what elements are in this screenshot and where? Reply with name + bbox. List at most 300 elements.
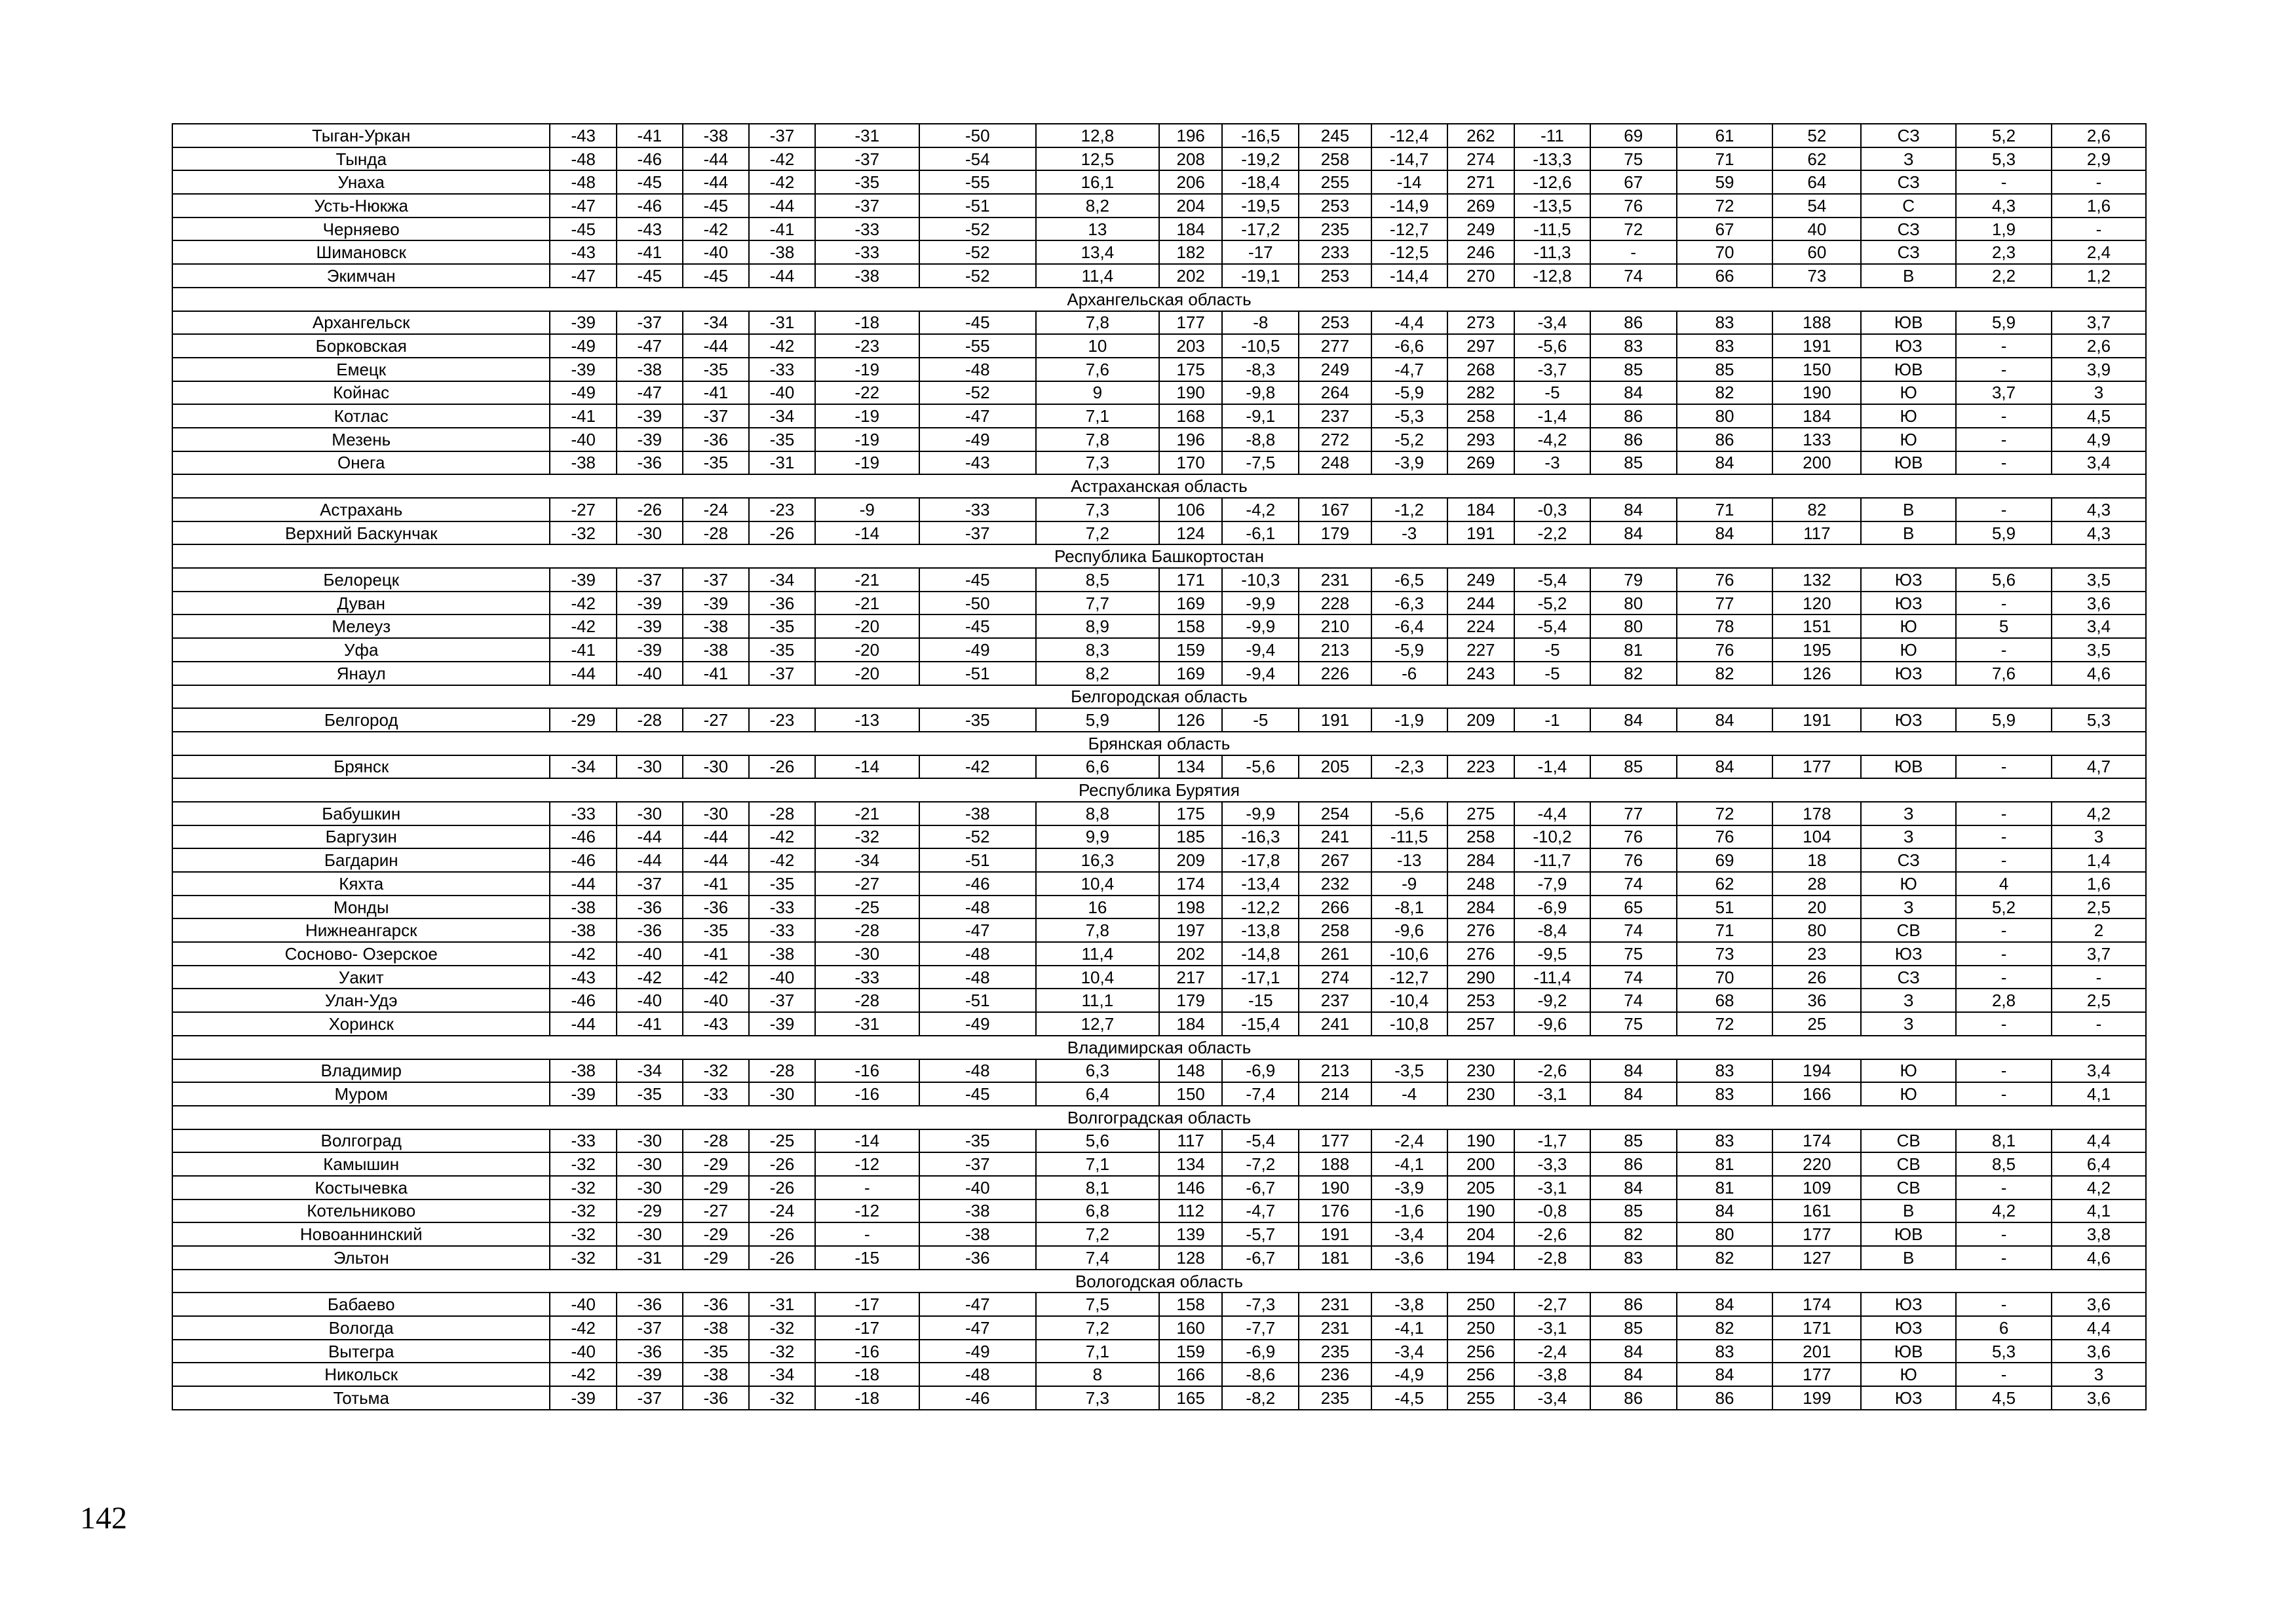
- table-cell: Ю: [1861, 1082, 1956, 1106]
- table-cell: 3,5: [2052, 638, 2146, 662]
- table-cell: 71: [1677, 147, 1773, 171]
- table-cell: 184: [1772, 404, 1861, 428]
- table-cell: -26: [749, 755, 815, 779]
- table-cell: 8,5: [1036, 568, 1159, 592]
- table-cell: -8,1: [1371, 896, 1447, 919]
- table-cell: -37: [683, 568, 750, 592]
- table-cell: 258: [1447, 825, 1515, 849]
- table-cell: -12,8: [1514, 264, 1590, 288]
- table-cell: 198: [1159, 896, 1223, 919]
- table-cell: -13,8: [1222, 918, 1299, 942]
- table-cell: -: [815, 1222, 919, 1246]
- table-cell: -7,4: [1222, 1082, 1299, 1106]
- table-cell: 4,3: [1956, 194, 2052, 217]
- table-cell: -5,2: [1514, 592, 1590, 615]
- table-cell: 226: [1299, 662, 1371, 685]
- table-cell: -32: [815, 825, 919, 849]
- table-cell: -47: [617, 381, 683, 405]
- table-cell: -: [1956, 334, 2052, 358]
- table-row: [172, 147, 2146, 171]
- table-cell: -44: [683, 147, 750, 171]
- table-cell: 84: [1590, 708, 1677, 732]
- table-cell: 201: [1772, 1340, 1861, 1363]
- table-cell: 158: [1159, 1293, 1223, 1316]
- table-cell: -28: [815, 918, 919, 942]
- table-cell: 241: [1299, 1012, 1371, 1036]
- table-cell: 182: [1159, 240, 1223, 264]
- table-cell: -39: [550, 358, 617, 381]
- table-cell: 85: [1590, 451, 1677, 475]
- table-cell: -18,4: [1222, 170, 1299, 194]
- table-cell: 126: [1772, 662, 1861, 685]
- table-cell: 3: [2052, 381, 2146, 405]
- table-cell: -10,2: [1514, 825, 1590, 849]
- table-cell: -44: [617, 848, 683, 872]
- table-cell: 1,6: [2052, 872, 2146, 896]
- table-cell: 9: [1036, 381, 1159, 405]
- table-cell: -48: [550, 147, 617, 171]
- table-cell: СЗ: [1861, 124, 1956, 147]
- table-row: [172, 1386, 2146, 1410]
- table-cell: -40: [617, 989, 683, 1012]
- table-row: [172, 521, 2146, 545]
- table-cell: 83: [1677, 1082, 1773, 1106]
- table-row: [172, 194, 2146, 217]
- table-cell: 235: [1299, 1386, 1371, 1410]
- table-cell: -21: [815, 592, 919, 615]
- region-header-row: [172, 288, 2146, 311]
- table-cell: ЮЗ: [1861, 662, 1956, 685]
- table-cell: -: [1956, 755, 2052, 779]
- table-cell: 8,5: [1956, 1152, 2052, 1176]
- table-cell: -47: [919, 1293, 1036, 1316]
- table-cell: 267: [1299, 848, 1371, 872]
- table-cell: -27: [683, 708, 750, 732]
- table-cell: 210: [1299, 614, 1371, 638]
- table-cell: 177: [1299, 1129, 1371, 1153]
- table-cell: -2,2: [1514, 521, 1590, 545]
- table-cell: -13,3: [1514, 147, 1590, 171]
- table-cell: -37: [683, 404, 750, 428]
- table-cell: -5,9: [1371, 381, 1447, 405]
- table-cell: -28: [749, 802, 815, 825]
- table-cell: -30: [617, 1222, 683, 1246]
- table-cell: -: [1956, 1082, 2052, 1106]
- table-cell: -36: [617, 1293, 683, 1316]
- table-row: [172, 896, 2146, 919]
- table-cell: -7,3: [1222, 1293, 1299, 1316]
- table-cell: 235: [1299, 1340, 1371, 1363]
- table-cell: -1,7: [1514, 1129, 1590, 1153]
- table-cell: -20: [815, 614, 919, 638]
- region-title: Астраханская область: [172, 474, 2146, 498]
- table-cell: -0,8: [1514, 1199, 1590, 1223]
- region-title: Белгородская область: [172, 685, 2146, 709]
- table-cell: 235: [1299, 217, 1371, 241]
- table-cell: -45: [683, 194, 750, 217]
- table-cell: 86: [1590, 1293, 1677, 1316]
- table-cell: -25: [815, 896, 919, 919]
- table-cell: -10,6: [1371, 942, 1447, 966]
- table-cell: 171: [1159, 568, 1223, 592]
- table-cell: -6,1: [1222, 521, 1299, 545]
- table-cell: 177: [1772, 1363, 1861, 1386]
- table-cell: 190: [1159, 381, 1223, 405]
- table-cell: -38: [919, 1222, 1036, 1246]
- table-cell: -29: [617, 1199, 683, 1223]
- table-cell: 184: [1159, 217, 1223, 241]
- table-cell: -5,4: [1514, 568, 1590, 592]
- table-cell: -44: [749, 194, 815, 217]
- table-cell: 176: [1299, 1199, 1371, 1223]
- table-cell: -41: [683, 942, 750, 966]
- station-name-cell: Костычевка: [172, 1176, 550, 1199]
- table-cell: -: [1956, 638, 2052, 662]
- table-cell: -30: [617, 521, 683, 545]
- table-cell: 148: [1159, 1059, 1223, 1083]
- table-cell: 253: [1447, 989, 1515, 1012]
- table-cell: -28: [749, 1059, 815, 1083]
- table-cell: -49: [919, 638, 1036, 662]
- table-cell: 12,5: [1036, 147, 1159, 171]
- table-cell: -6,9: [1514, 896, 1590, 919]
- table-cell: -39: [749, 1012, 815, 1036]
- table-cell: -36: [617, 918, 683, 942]
- table-cell: 3,5: [2052, 568, 2146, 592]
- table-cell: -6,7: [1222, 1246, 1299, 1270]
- table-cell: -9,9: [1222, 614, 1299, 638]
- station-name-cell: Камышин: [172, 1152, 550, 1176]
- station-name-cell: Эльтон: [172, 1246, 550, 1270]
- station-name-cell: Онега: [172, 451, 550, 475]
- table-cell: -42: [550, 614, 617, 638]
- table-cell: 274: [1299, 966, 1371, 989]
- table-cell: -14: [1371, 170, 1447, 194]
- table-cell: 7,1: [1036, 1340, 1159, 1363]
- station-name-cell: Тыган-Уркан: [172, 124, 550, 147]
- table-cell: -30: [617, 1152, 683, 1176]
- table-cell: -21: [815, 568, 919, 592]
- table-cell: -48: [919, 1363, 1036, 1386]
- table-cell: 2,4: [2052, 240, 2146, 264]
- table-cell: 146: [1159, 1176, 1223, 1199]
- table-cell: -37: [815, 194, 919, 217]
- station-name-cell: Котельниково: [172, 1199, 550, 1223]
- table-cell: 7,1: [1036, 404, 1159, 428]
- table-cell: -38: [749, 240, 815, 264]
- table-cell: З: [1861, 989, 1956, 1012]
- table-cell: 261: [1299, 942, 1371, 966]
- table-cell: -42: [617, 966, 683, 989]
- table-cell: 85: [1590, 358, 1677, 381]
- table-cell: 5,9: [1956, 311, 2052, 335]
- table-cell: 194: [1772, 1059, 1861, 1083]
- table-cell: 84: [1590, 1176, 1677, 1199]
- table-cell: 11,4: [1036, 264, 1159, 288]
- station-name-cell: Уакит: [172, 966, 550, 989]
- table-cell: 117: [1159, 1129, 1223, 1153]
- table-cell: 253: [1299, 311, 1371, 335]
- table-cell: 7,7: [1036, 592, 1159, 615]
- table-cell: -19,2: [1222, 147, 1299, 171]
- table-cell: -35: [617, 1082, 683, 1106]
- table-cell: СВ: [1861, 1129, 1956, 1153]
- table-cell: -44: [749, 264, 815, 288]
- table-row: [172, 802, 2146, 825]
- table-cell: -10,8: [1371, 1012, 1447, 1036]
- table-cell: -47: [550, 194, 617, 217]
- table-cell: 77: [1677, 592, 1773, 615]
- table-cell: 82: [1677, 1316, 1773, 1340]
- table-cell: -51: [919, 194, 1036, 217]
- table-cell: -42: [550, 592, 617, 615]
- table-cell: 62: [1677, 872, 1773, 896]
- table-cell: -12,6: [1514, 170, 1590, 194]
- table-cell: 4,3: [2052, 521, 2146, 545]
- table-cell: 74: [1590, 872, 1677, 896]
- table-cell: 191: [1299, 708, 1371, 732]
- table-cell: -32: [749, 1340, 815, 1363]
- table-cell: -50: [919, 592, 1036, 615]
- station-name-cell: Усть-Нюкжа: [172, 194, 550, 217]
- table-cell: 257: [1447, 1012, 1515, 1036]
- table-cell: 75: [1590, 942, 1677, 966]
- station-name-cell: Верхний Баскунчак: [172, 521, 550, 545]
- table-cell: 84: [1677, 1363, 1773, 1386]
- table-cell: 7,3: [1036, 1386, 1159, 1410]
- table-cell: 199: [1772, 1386, 1861, 1410]
- table-cell: 64: [1772, 170, 1861, 194]
- climate-table: [172, 123, 2147, 1410]
- table-cell: 5: [1956, 614, 2052, 638]
- table-row: [172, 498, 2146, 521]
- table-cell: -23: [749, 498, 815, 521]
- table-cell: -7,9: [1514, 872, 1590, 896]
- station-name-cell: Баргузин: [172, 825, 550, 849]
- table-cell: -31: [749, 1293, 815, 1316]
- table-cell: 20: [1772, 896, 1861, 919]
- table-cell: -39: [550, 1082, 617, 1106]
- table-cell: 80: [1677, 1222, 1773, 1246]
- table-cell: -39: [550, 1386, 617, 1410]
- table-cell: -3,9: [1371, 451, 1447, 475]
- station-name-cell: Белгород: [172, 708, 550, 732]
- table-cell: -26: [617, 498, 683, 521]
- table-cell: -38: [550, 1059, 617, 1083]
- table-cell: 293: [1447, 428, 1515, 451]
- table-cell: -: [1956, 358, 2052, 381]
- table-cell: -28: [815, 989, 919, 1012]
- table-cell: 3,6: [2052, 592, 2146, 615]
- table-cell: 5,9: [1956, 521, 2052, 545]
- table-cell: 67: [1677, 217, 1773, 241]
- table-cell: 228: [1299, 592, 1371, 615]
- table-cell: -12,2: [1222, 896, 1299, 919]
- station-name-cell: Белорецк: [172, 568, 550, 592]
- table-cell: -20: [815, 638, 919, 662]
- table-cell: В: [1861, 1199, 1956, 1223]
- table-cell: -44: [550, 1012, 617, 1036]
- table-cell: 174: [1159, 872, 1223, 896]
- table-cell: 205: [1447, 1176, 1515, 1199]
- table-cell: -27: [815, 872, 919, 896]
- table-cell: 84: [1677, 1199, 1773, 1223]
- table-cell: 2: [2052, 918, 2146, 942]
- table-cell: -46: [919, 872, 1036, 896]
- table-cell: -7,7: [1222, 1316, 1299, 1340]
- region-header-row: [172, 1106, 2146, 1129]
- table-cell: 80: [1590, 614, 1677, 638]
- table-cell: -: [1956, 1246, 2052, 1270]
- table-cell: -51: [919, 989, 1036, 1012]
- table-cell: -1,9: [1371, 708, 1447, 732]
- table-cell: 236: [1299, 1363, 1371, 1386]
- table-cell: -48: [919, 966, 1036, 989]
- table-cell: 3,9: [2052, 358, 2146, 381]
- table-row: [172, 1152, 2146, 1176]
- table-cell: -5,9: [1371, 638, 1447, 662]
- table-cell: 106: [1159, 498, 1223, 521]
- table-row: [172, 872, 2146, 896]
- table-cell: ЮЗ: [1861, 568, 1956, 592]
- table-cell: -38: [683, 1316, 750, 1340]
- table-cell: -36: [683, 428, 750, 451]
- table-cell: -35: [749, 614, 815, 638]
- table-cell: 23: [1772, 942, 1861, 966]
- table-cell: -5,4: [1222, 1129, 1299, 1153]
- table-cell: -14,7: [1371, 147, 1447, 171]
- table-cell: -42: [683, 966, 750, 989]
- table-cell: 4,1: [2052, 1199, 2146, 1223]
- page-number: 142: [80, 1501, 127, 1536]
- table-cell: -39: [617, 1363, 683, 1386]
- table-cell: -25: [749, 1129, 815, 1153]
- table-cell: -24: [749, 1199, 815, 1223]
- table-cell: 258: [1299, 918, 1371, 942]
- table-cell: 84: [1677, 708, 1773, 732]
- table-cell: 196: [1159, 124, 1223, 147]
- table-cell: 2,5: [2052, 989, 2146, 1012]
- station-name-cell: Мезень: [172, 428, 550, 451]
- table-cell: 284: [1447, 896, 1515, 919]
- table-cell: -11: [1514, 124, 1590, 147]
- table-cell: 16,1: [1036, 170, 1159, 194]
- table-cell: 86: [1590, 1152, 1677, 1176]
- table-cell: 85: [1590, 1316, 1677, 1340]
- table-cell: СЗ: [1861, 966, 1956, 989]
- table-cell: -14: [815, 755, 919, 779]
- table-cell: -: [2052, 170, 2146, 194]
- table-cell: 36: [1772, 989, 1861, 1012]
- table-cell: 10,4: [1036, 872, 1159, 896]
- table-cell: 273: [1447, 311, 1515, 335]
- table-cell: 7,2: [1036, 1316, 1159, 1340]
- table-cell: 126: [1159, 708, 1223, 732]
- table-cell: -41: [683, 872, 750, 896]
- table-row: [172, 358, 2146, 381]
- table-cell: 75: [1590, 1012, 1677, 1036]
- table-cell: -17: [815, 1293, 919, 1316]
- table-cell: -38: [749, 942, 815, 966]
- table-cell: 2,5: [2052, 896, 2146, 919]
- table-cell: 109: [1772, 1176, 1861, 1199]
- table-cell: -42: [749, 848, 815, 872]
- table-cell: -40: [617, 662, 683, 685]
- table-cell: 269: [1447, 194, 1515, 217]
- table-row: [172, 966, 2146, 989]
- table-cell: -: [1956, 170, 2052, 194]
- table-cell: 5,6: [1956, 568, 2052, 592]
- table-row: [172, 662, 2146, 685]
- table-cell: -30: [617, 1129, 683, 1153]
- table-cell: -12,5: [1371, 240, 1447, 264]
- table-cell: 194: [1447, 1246, 1515, 1270]
- table-cell: 190: [1299, 1176, 1371, 1199]
- region-title: Брянская область: [172, 732, 2146, 755]
- table-cell: 3,4: [2052, 451, 2146, 475]
- table-cell: 166: [1772, 1082, 1861, 1106]
- table-cell: -5,4: [1514, 614, 1590, 638]
- table-cell: 74: [1590, 264, 1677, 288]
- table-cell: 269: [1447, 451, 1515, 475]
- table-cell: -12: [815, 1199, 919, 1223]
- table-cell: -9,8: [1222, 381, 1299, 405]
- table-cell: -30: [815, 942, 919, 966]
- table-cell: -4,4: [1514, 802, 1590, 825]
- table-cell: -30: [617, 755, 683, 779]
- table-cell: 80: [1590, 592, 1677, 615]
- table-cell: -37: [617, 872, 683, 896]
- table-cell: 7,4: [1036, 1246, 1159, 1270]
- table-cell: Ю: [1861, 614, 1956, 638]
- table-cell: -39: [550, 311, 617, 335]
- table-row: [172, 170, 2146, 194]
- station-name-cell: Нижнеангарск: [172, 918, 550, 942]
- table-cell: 185: [1159, 825, 1223, 849]
- table-cell: 190: [1772, 381, 1861, 405]
- table-row: [172, 428, 2146, 451]
- table-cell: -6,7: [1222, 1176, 1299, 1199]
- table-cell: ЮЗ: [1861, 334, 1956, 358]
- table-cell: ЮЗ: [1861, 592, 1956, 615]
- table-cell: 297: [1447, 334, 1515, 358]
- table-cell: -13: [815, 708, 919, 732]
- table-cell: ЮВ: [1861, 311, 1956, 335]
- table-cell: -9,2: [1514, 989, 1590, 1012]
- table-cell: -17,1: [1222, 966, 1299, 989]
- table-cell: -31: [815, 124, 919, 147]
- table-cell: -45: [683, 264, 750, 288]
- table-cell: 253: [1299, 264, 1371, 288]
- table-cell: -17,2: [1222, 217, 1299, 241]
- table-row: [172, 451, 2146, 475]
- station-name-cell: Улан-Удэ: [172, 989, 550, 1012]
- table-cell: 11,4: [1036, 942, 1159, 966]
- region-header-row: [172, 544, 2146, 568]
- table-cell: 74: [1590, 966, 1677, 989]
- table-cell: -44: [550, 662, 617, 685]
- table-cell: -49: [550, 381, 617, 405]
- table-cell: С: [1861, 194, 1956, 217]
- table-cell: 243: [1447, 662, 1515, 685]
- table-cell: -19: [815, 428, 919, 451]
- table-cell: 84: [1590, 1363, 1677, 1386]
- table-cell: 7,3: [1036, 451, 1159, 475]
- table-cell: -42: [550, 1363, 617, 1386]
- table-cell: 276: [1447, 918, 1515, 942]
- table-cell: 5,3: [2052, 708, 2146, 732]
- table-cell: -14,8: [1222, 942, 1299, 966]
